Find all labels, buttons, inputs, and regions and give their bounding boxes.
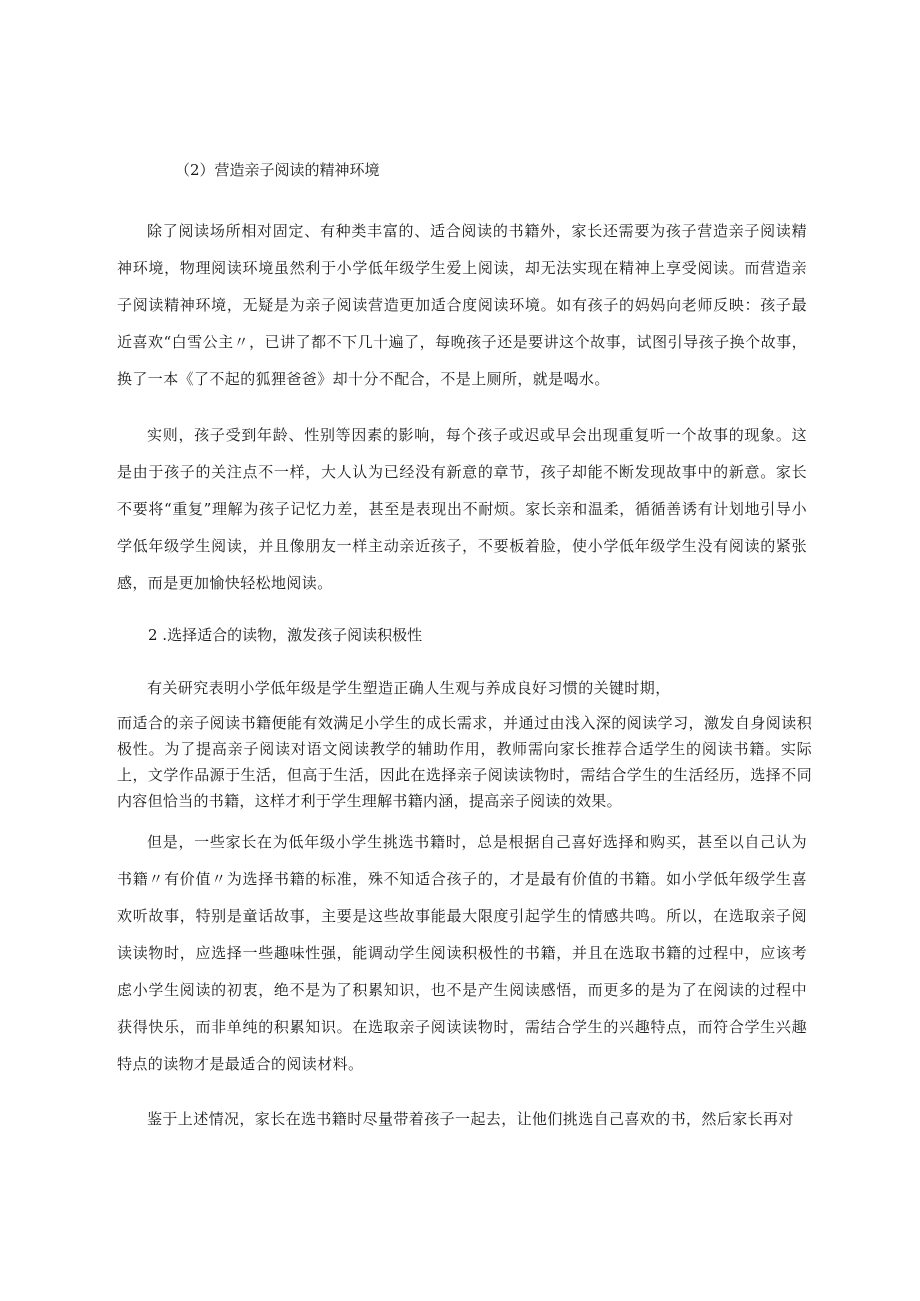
paragraph-reading-environment: 除了阅读场所相对固定、有种类丰富的、适合阅读的书籍外，家长还需要为孩子营造亲子阅读精神环境，物理阅读环境虽然利于小学低年级学生爱上阅读，却无法实现在精神上享受阅读。而营造亲子阅读精神环境，无疑是为亲子阅读营造更加适合度阅读环境。如有孩子的妈妈向老师反映：孩子最近喜欢“白雪公主〃，已讲了都不下几十遍了，每晚孩子还是要讲这个故事，试图引导孩子换个故事，换了一本《了不起的狐狸爸爸》却十分不配合，不是上厕所，就是喝水。 (117, 222, 807, 388)
subsection-heading: （2）营造亲子阅读的精神环境 (175, 161, 380, 179)
paragraph-research-first-line: 有关研究表明小学低年级是学生塑造正确人生观与养成良好习惯的关键时期， (147, 679, 671, 697)
paragraph-conclusion-start: 鉴于上述情况，家长在选书籍时尽量带着孩子一起去，让他们挑选自己喜欢的书，然后家长再对 (147, 1110, 794, 1128)
paragraph-book-selection: 而适合的亲子阅读书籍便能有效满足小学生的成长需求，并通过由浅入深的阅读学习，激发自身阅读积极性。为了提高亲子阅读对语文阅读教学的辅助作用，教师需向家长推荐合适学生的阅读书籍。实际上，文学作品源于生活，但高于生活，因此在选择亲子阅读读物时，需结合学生的生活经历，选择不同内容但恰当的书籍，这样才利于学生理解书籍内涵，提高亲子阅读的效果。 (117, 714, 812, 810)
paragraph-repetition: 实则，孩子受到年龄、性别等因素的影响，每个孩子或迟或早会出现重复听一个故事的现象。这是由于孩子的关注点不一样，大人认为已经没有新意的章节，孩子却能不断发现故事中的新意。家长不要将“重复”理解为孩子记忆力差，甚至是表现出不耐烦。家长亲和温柔，循循善诱有计划地引导小学低年级学生阅读，并且像朋友一样主动亲近孩子，不要板着脸，使小学低年级学生没有阅读的紧张感，而是更加愉快轻松地阅读。 (117, 426, 807, 592)
paragraph-parent-choice: 但是，一些家长在为低年级小学生挑选书籍时，总是根据自己喜好选择和购买，甚至以自己认为书籍〃有价值〃为选择书籍的标准，殊不知适合孩子的，才是最有价值的书籍。如小学低年级学生喜欢听故事，特别是童话故事，主要是这些故事能最大限度引起学生的情感共鸣。所以，在选取亲子阅读读物时，应选择一些趣味性强，能调动学生阅读积极性的书籍，并且在选取书籍的过程中，应该考虑小学生阅读的初衷，绝不是为了积累知识，也不是产生阅读感悟，而更多的是为了在阅读的过程中获得快乐，而非单纯的积累知识。在选取亲子阅读读物时，需结合学生的兴趣特点，而符合学生兴趣特点的读物才是最适合的阅读材料。 (117, 833, 807, 1073)
section-heading: 2 .选择适合的读物，激发孩子阅读积极性 (148, 626, 423, 644)
